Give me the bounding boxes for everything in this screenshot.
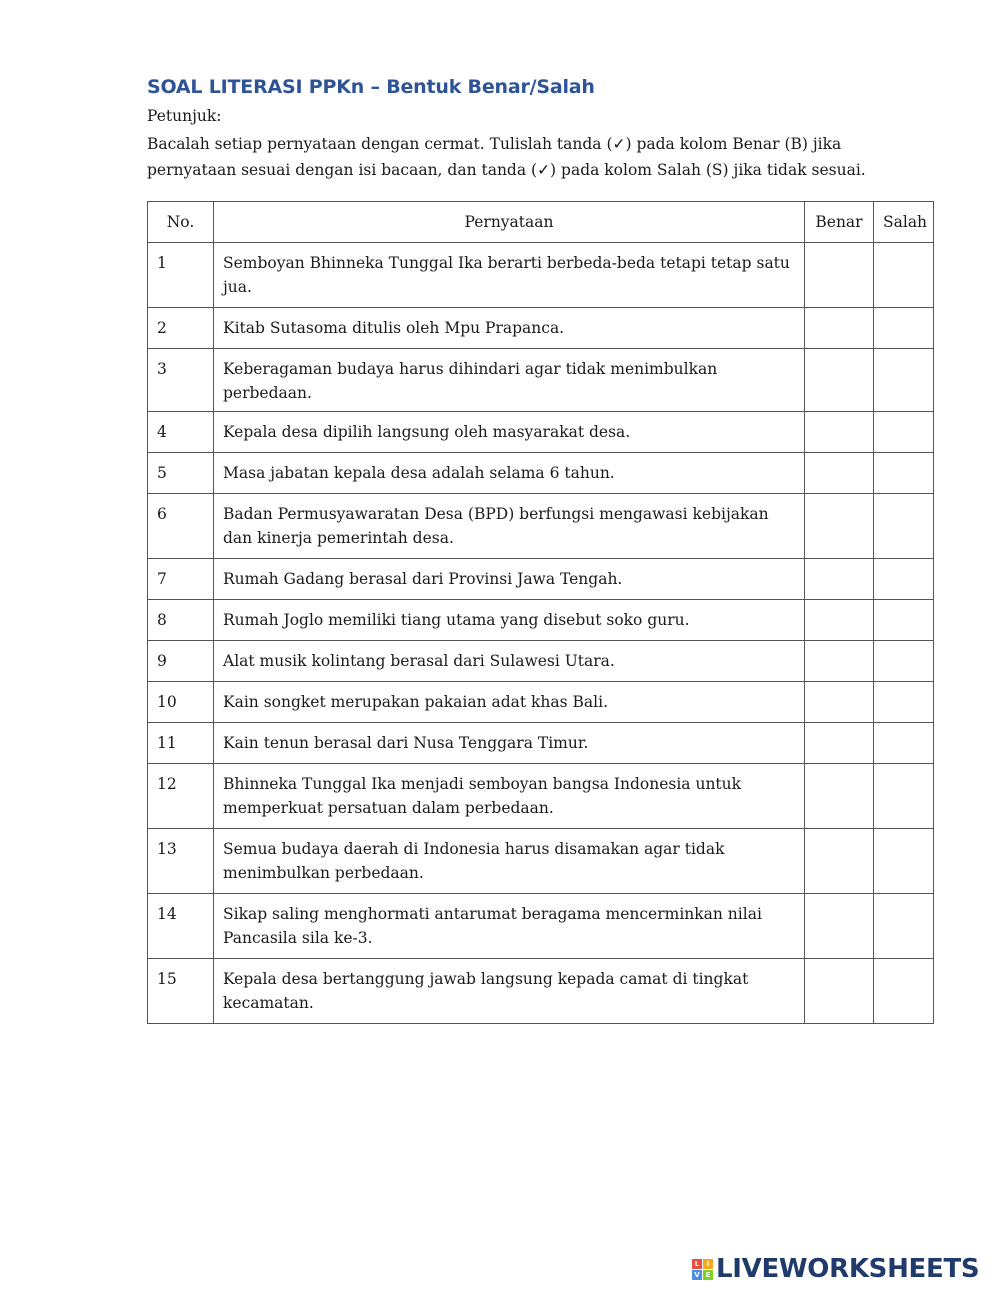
liveworksheets-logo <box>692 1254 979 1284</box>
logo-tile: E <box>703 1270 713 1280</box>
benar-answer-cell[interactable] <box>805 723 874 764</box>
salah-answer-cell[interactable] <box>874 243 934 308</box>
true-false-table <box>147 201 934 1024</box>
benar-answer-cell[interactable] <box>805 641 874 682</box>
logo-icon <box>692 1259 713 1280</box>
row-number: 12 <box>148 764 214 829</box>
table-row <box>148 559 934 600</box>
benar-answer-cell[interactable] <box>805 894 874 959</box>
salah-answer-cell[interactable] <box>874 723 934 764</box>
benar-answer-cell[interactable] <box>805 243 874 308</box>
table-row <box>148 453 934 494</box>
table-row <box>148 243 934 308</box>
row-statement: Kain songket merupakan pakaian adat khas Bali. <box>214 682 805 723</box>
row-statement: Kepala desa bertanggung jawab langsung kepada camat di tingkat kecamatan. <box>214 959 805 1024</box>
table-row <box>148 349 934 412</box>
header-false: Salah <box>874 202 934 243</box>
row-number: 13 <box>148 829 214 894</box>
row-number: 8 <box>148 600 214 641</box>
header-true: Benar <box>805 202 874 243</box>
logo-tile: I <box>703 1259 713 1269</box>
row-number: 7 <box>148 559 214 600</box>
table-row <box>148 682 934 723</box>
row-statement: Semboyan Bhinneka Tunggal Ika berarti berbeda-beda tetapi tetap satu jua. <box>214 243 805 308</box>
table-row <box>148 308 934 349</box>
row-statement: Masa jabatan kepala desa adalah selama 6 tahun. <box>214 453 805 494</box>
row-statement: Rumah Gadang berasal dari Provinsi Jawa Tengah. <box>214 559 805 600</box>
logo-tile: V <box>692 1270 702 1280</box>
row-number: 4 <box>148 412 214 453</box>
instructions-label: Petunjuk: <box>147 107 222 125</box>
table-row <box>148 412 934 453</box>
salah-answer-cell[interactable] <box>874 308 934 349</box>
table-row <box>148 894 934 959</box>
table-row <box>148 600 934 641</box>
row-statement: Kitab Sutasoma ditulis oleh Mpu Prapanca. <box>214 308 805 349</box>
logo-tile: L <box>692 1259 702 1269</box>
row-number: 15 <box>148 959 214 1024</box>
header-statement: Pernyataan <box>214 202 805 243</box>
row-number: 1 <box>148 243 214 308</box>
benar-answer-cell[interactable] <box>805 764 874 829</box>
row-number: 11 <box>148 723 214 764</box>
table-row <box>148 494 934 559</box>
salah-answer-cell[interactable] <box>874 682 934 723</box>
table-row <box>148 829 934 894</box>
row-number: 5 <box>148 453 214 494</box>
benar-answer-cell[interactable] <box>805 682 874 723</box>
salah-answer-cell[interactable] <box>874 959 934 1024</box>
salah-answer-cell[interactable] <box>874 829 934 894</box>
salah-answer-cell[interactable] <box>874 894 934 959</box>
benar-answer-cell[interactable] <box>805 959 874 1024</box>
benar-answer-cell[interactable] <box>805 308 874 349</box>
salah-answer-cell[interactable] <box>874 453 934 494</box>
row-number: 2 <box>148 308 214 349</box>
salah-answer-cell[interactable] <box>874 494 934 559</box>
table-row <box>148 959 934 1024</box>
row-number: 9 <box>148 641 214 682</box>
benar-answer-cell[interactable] <box>805 349 874 412</box>
table-row <box>148 723 934 764</box>
salah-answer-cell[interactable] <box>874 559 934 600</box>
row-statement: Kain tenun berasal dari Nusa Tenggara Timur. <box>214 723 805 764</box>
table-row <box>148 641 934 682</box>
salah-answer-cell[interactable] <box>874 641 934 682</box>
benar-answer-cell[interactable] <box>805 453 874 494</box>
row-number: 10 <box>148 682 214 723</box>
row-statement: Bhinneka Tunggal Ika menjadi semboyan bangsa Indonesia untuk memperkuat persatuan dalam perbedaan. <box>214 764 805 829</box>
worksheet-title: SOAL LITERASI PPKn – Bentuk Benar/Salah <box>147 76 595 98</box>
instructions-text: Bacalah setiap pernyataan dengan cermat. Tulislah tanda (✓) pada kolom Benar (B) jika pernyataan sesuai dengan isi bacaan, dan tanda (✓) pada kolom Salah (S) jika tidak sesuai. <box>147 135 866 179</box>
salah-answer-cell[interactable] <box>874 764 934 829</box>
salah-answer-cell[interactable] <box>874 349 934 412</box>
benar-answer-cell[interactable] <box>805 600 874 641</box>
salah-answer-cell[interactable] <box>874 412 934 453</box>
logo-text: LIVEWORKSHEETS <box>716 1254 980 1284</box>
row-statement: Keberagaman budaya harus dihindari agar tidak menimbulkan perbedaan. <box>214 349 805 412</box>
row-number: 14 <box>148 894 214 959</box>
header-no: No. <box>148 202 214 243</box>
row-number: 3 <box>148 349 214 412</box>
row-statement: Badan Permusyawaratan Desa (BPD) berfungsi mengawasi kebijakan dan kinerja pemerintah desa. <box>214 494 805 559</box>
row-number: 6 <box>148 494 214 559</box>
row-statement: Rumah Joglo memiliki tiang utama yang disebut soko guru. <box>214 600 805 641</box>
table-row <box>148 764 934 829</box>
benar-answer-cell[interactable] <box>805 412 874 453</box>
benar-answer-cell[interactable] <box>805 494 874 559</box>
benar-answer-cell[interactable] <box>805 559 874 600</box>
row-statement: Kepala desa dipilih langsung oleh masyarakat desa. <box>214 412 805 453</box>
salah-answer-cell[interactable] <box>874 600 934 641</box>
row-statement: Semua budaya daerah di Indonesia harus disamakan agar tidak menimbulkan perbedaan. <box>214 829 805 894</box>
row-statement: Sikap saling menghormati antarumat beragama mencerminkan nilai Pancasila sila ke-3. <box>214 894 805 959</box>
row-statement: Alat musik kolintang berasal dari Sulawesi Utara. <box>214 641 805 682</box>
benar-answer-cell[interactable] <box>805 829 874 894</box>
table-header-row <box>148 202 934 243</box>
